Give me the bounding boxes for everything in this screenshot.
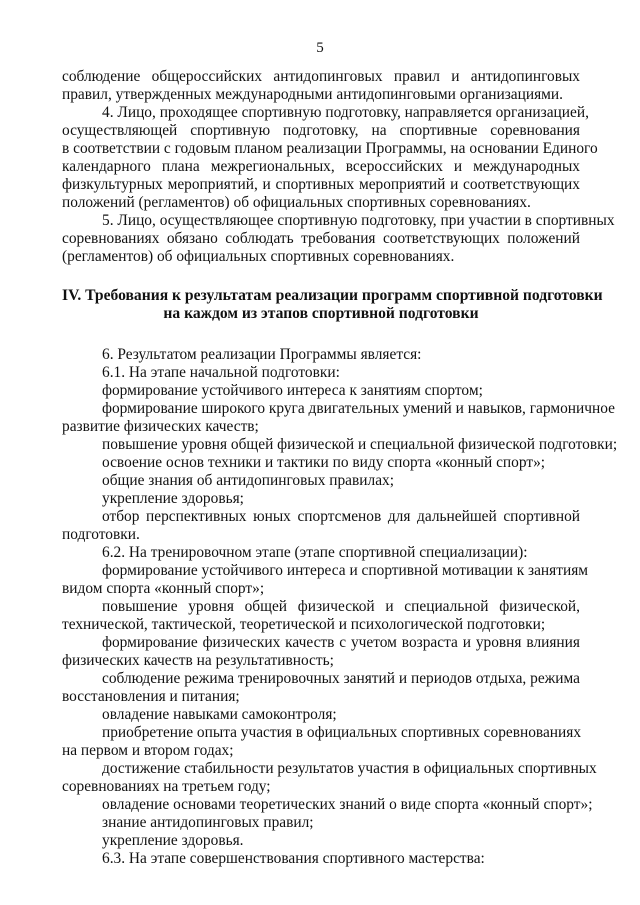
text-line: положений (регламентов) об официальных спортивных соревнованиях.: [62, 194, 531, 211]
text-line: восстановления и питания;: [62, 688, 240, 705]
text-line: формирование физических качеств с учетом возраста и уровня влияния: [102, 634, 580, 651]
results-paragraphs: [62, 346, 618, 868]
paragraph: [62, 562, 589, 598]
text-line: приобретение опыта участия в официальных спортивных соревнованиях: [102, 724, 582, 741]
paragraph: [62, 454, 580, 472]
text-line: развитие физических качеств;: [62, 418, 259, 435]
text-line: осуществляющей спортивную подготовку, на спортивные соревнования: [62, 122, 580, 139]
text-line: соревнованиях на третьем году;: [62, 778, 271, 795]
section-heading: [62, 287, 603, 323]
paragraph: [62, 814, 580, 832]
paragraph: [62, 436, 618, 454]
section-heading-line-2: на каждом из этапов спортивной подготовки: [163, 305, 479, 322]
text-line: соревнованиях обязано соблюдать требования соответствующих положений: [62, 230, 580, 247]
paragraph: [62, 598, 580, 634]
paragraph: [62, 724, 580, 760]
text-line: овладение навыками самоконтроля;: [102, 706, 337, 723]
paragraph: [62, 508, 580, 544]
paragraph: [62, 634, 580, 670]
text-line: повышение уровня общей физической и специальной физической,: [102, 598, 580, 615]
paragraph: [62, 364, 580, 382]
paragraph: [62, 850, 580, 868]
text-line: физических качеств на результативность;: [62, 652, 334, 669]
section-heading-line-1: IV. Требования к результатам реализации программ спортивной подготовки: [62, 287, 603, 304]
text-line: освоение основ техники и тактики по виду спорта «конный спорт»;: [102, 454, 546, 471]
text-line: в соответствии с годовым планом реализации Программы, на основании Единого: [62, 140, 598, 157]
paragraph: [62, 212, 615, 266]
text-line: 5. Лицо, осуществляющее спортивную подготовку, при участии в спортивных: [102, 212, 615, 229]
text-line: календарного плана межрегиональных, всероссийских и международных: [62, 158, 580, 175]
paragraph: [62, 68, 580, 104]
text-line: видом спорта «конный спорт»;: [62, 580, 265, 597]
text-line: формирование широкого круга двигательных умений и навыков, гармоничное: [102, 400, 615, 417]
paragraph: [62, 382, 580, 400]
text-line: 6.2. На тренировочном этапе (этапе спортивной специализации):: [102, 544, 528, 561]
text-line: повышение уровня общей физической и специальной физической подготовки;: [102, 436, 618, 453]
text-line: 6.3. На этапе совершенствования спортивного мастерства:: [102, 850, 485, 867]
intro-paragraphs: [62, 68, 615, 266]
text-line: 6. Результатом реализации Программы является:: [102, 346, 422, 363]
text-line: 6.1. На этапе начальной подготовки:: [102, 364, 340, 381]
text-line: технической, тактической, теоретической и психологической подготовки;: [62, 616, 546, 633]
paragraph: [62, 832, 580, 850]
text-line: овладение основами теоретических знаний о виде спорта «конный спорт»;: [102, 796, 593, 813]
text-line: общие знания об антидопинговых правилах;: [102, 472, 395, 489]
document-body: [62, 68, 618, 868]
text-line: на первом и втором годах;: [62, 742, 234, 759]
text-line: соблюдение общероссийских антидопинговых правил и антидопинговых: [62, 68, 580, 85]
text-line: правил, утвержденных международными антидопинговыми организациями.: [62, 86, 564, 103]
paragraph: [62, 760, 597, 796]
text-line: (регламентов) об официальных спортивных соревнованиях.: [62, 248, 455, 265]
paragraph: [62, 400, 615, 436]
text-line: 4. Лицо, проходящее спортивную подготовку, направляется организацией,: [102, 104, 589, 121]
text-line: физкультурных мероприятий, и спортивных мероприятий и соответствующих: [62, 176, 580, 193]
text-line: достижение стабильности результатов участия в официальных спортивных: [102, 760, 597, 777]
text-line: подготовки.: [62, 526, 140, 543]
page-number: 5: [316, 40, 324, 56]
paragraph: [62, 104, 598, 212]
text-line: знание антидопинговых правил;: [102, 814, 314, 831]
paragraph: [62, 490, 580, 508]
text-line: укрепление здоровья;: [102, 490, 244, 507]
text-line: отбор перспективных юных спортсменов для дальнейшей спортивной: [102, 508, 580, 525]
text-line: формирование устойчивого интереса к занятиям спортом;: [102, 382, 483, 399]
paragraph: [62, 796, 593, 814]
paragraph: [62, 670, 580, 706]
text-line: соблюдение режима тренировочных занятий и периодов отдыха, режима: [102, 670, 580, 687]
paragraph: [62, 544, 580, 562]
text-line: укрепление здоровья.: [102, 832, 244, 849]
text-line: формирование устойчивого интереса и спортивной мотивации к занятиям: [102, 562, 589, 579]
paragraph: [62, 706, 580, 724]
paragraph: [62, 472, 580, 490]
paragraph: [62, 346, 580, 364]
